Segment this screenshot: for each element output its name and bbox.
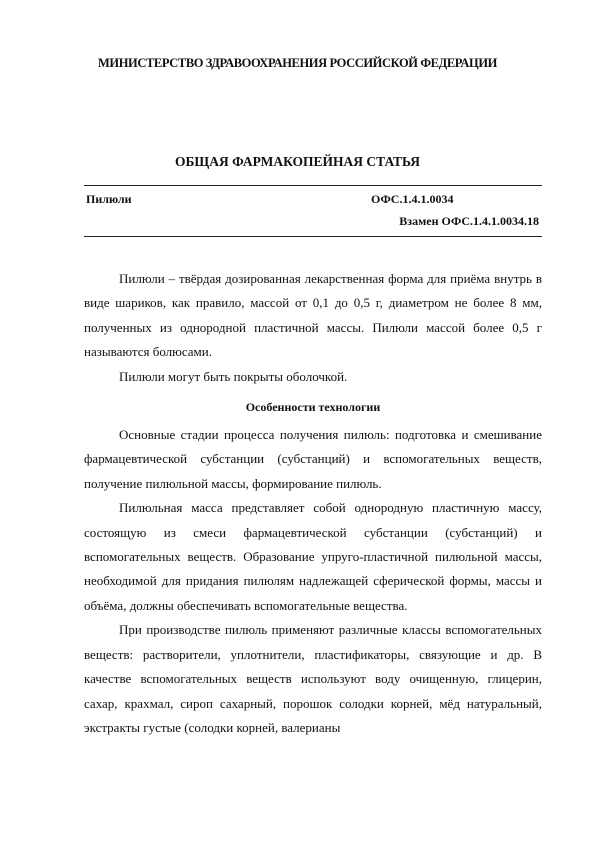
paragraph-stages: Основные стадии процесса получения пилюль: подготовка и смешивание фармацевтической субстанции (субстанций) и вспомогательных веществ, получение пилюльной массы, формирование пилюль. — [84, 427, 542, 491]
article-name: Пилюли — [86, 192, 132, 206]
paragraph-mass: Пилюльная масса представляет собой однородную пластичную массу, состоящую из смеси фармацевтической субстанции (субстанций) и вспомогательных веществ. Образование упруго-пластичной пилюльной массы, необходимой для придания пилюлям надлежащей сферической формы, массы и объёма, должны обеспечивать вспомогательные вещества. — [84, 500, 542, 613]
header-rule-bottom — [84, 236, 542, 237]
paragraph-excipients: При производстве пилюль применяют различные классы вспомогательных веществ: растворители, уплотнители, пластификаторы, связующие и др. В качестве вспомогательных веществ используют воду очищенную, глицерин, сахар, крахмал, сироп сахарный, порошок солодки корней, мёд натуральный, экстракты густые (солодки корней, валерианы — [84, 622, 542, 735]
article-replaces: Взамен ОФС.1.4.1.0034.18 — [399, 214, 539, 228]
ministry-header: МИНИСТЕРСТВО ЗДРАВООХРАНЕНИЯ РОССИЙСКОЙ ФЕДЕРАЦИИ — [98, 56, 497, 70]
article-code: ОФС.1.4.1.0034 — [371, 192, 454, 206]
section-title-technology: Особенности технологии — [245, 400, 381, 415]
document-type-title: ОБЩАЯ ФАРМАКОПЕЙНАЯ СТАТЬЯ — [174, 154, 421, 169]
paragraph-coating: Пилюли могут быть покрыты оболочкой. — [119, 368, 348, 384]
header-rule-top — [84, 185, 542, 186]
paragraph-definition: Пилюли – твёрдая дозированная лекарственная форма для приёма внутрь в виде шариков, как правило, массой от 0,1 до 0,5 г, диаметром не более 8 мм, полученных из однородной пластичной массы. Пилюли массой более 0,5 г называются болюсами. — [84, 271, 542, 360]
document-body — [84, 267, 542, 740]
